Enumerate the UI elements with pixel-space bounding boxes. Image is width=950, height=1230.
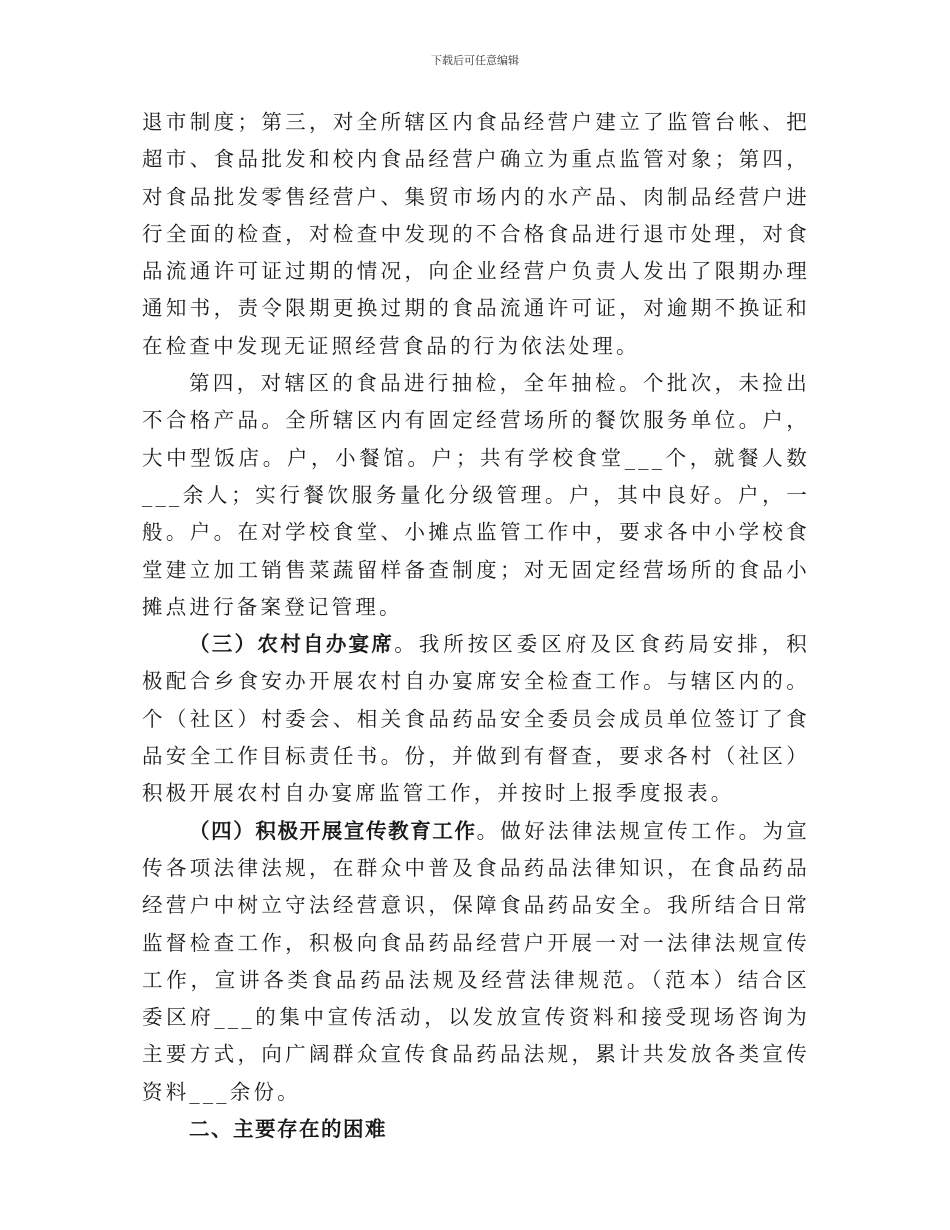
- paragraph-1-text: 退市制度；第三，对全所辖区内食品经营户建立了监管台帐、把超市、食品批发和校内食品经营户确立为重点监管对象；第四，对食品批发零售经营户、集贸市场内的水产品、肉制品经营户进行全面的检查，对检查中发现的不合格食品进行退市处理，对食品流通许可证过期的情况，向企业经营户负责人发出了限期办理通知书，责令限期更换过期的食品流通许可证，对逾期不换证和在检查中发现无证照经营食品的行为依法处理。: [142, 110, 810, 358]
- paragraph-1: [142, 104, 810, 365]
- paragraph-2: [142, 365, 810, 626]
- paragraph-3: [142, 626, 810, 812]
- paragraph-3-text: 。我所按区委区府及区食药局安排，积极配合乡食安办开展农村自办宴席安全检查工作。与辖区内的。个（社区）村委会、相关食品药品安全委员会成员单位签订了食品安全工作目标责任书。份，并做到有督查，要求各村（社区）积极开展农村自办宴席监管工作，并按时上报季度报表。: [142, 632, 810, 806]
- paragraph-4: [142, 813, 810, 1111]
- document-body: [142, 104, 810, 1148]
- paragraph-3-lead: （三）农村自办宴席: [189, 632, 395, 657]
- paragraph-2-text: 第四，对辖区的食品进行抽检，全年抽检。个批次，未捡出不合格产品。全所辖区内有固定经营场所的餐饮服务单位。户，大中型饭店。户，小餐馆。户；共有学校食堂___个，就餐人数___余人；实行餐饮服务量化分级管理。户，其中良好。户，一般。户。在对学校食堂、小摊点监管工作中，要求各中小学校食堂建立加工销售菜蔬留样备查制度；对无固定经营场所的食品小摊点进行备案登记管理。: [142, 371, 810, 619]
- section-heading: 二、主要存在的困难: [189, 1117, 387, 1142]
- paragraph-4-lead: （四）积极开展宣传教育工作: [189, 818, 477, 843]
- paragraph-4-text: 。做好法律法规宣传工作。为宣传各项法律法规，在群众中普及食品药品法律知识，在食品药品经营户中树立守法经营意识，保障食品药品安全。我所结合日常监督检查工作，积极向食品药品经营户开展一对一法律法规宣传工作，宣讲各类食品药品法规及经营法律规范。（范本）结合区委区府___的集中宣传活动，以发放宣传资料和接受现场咨询为主要方式，向广阔群众宣传食品药品法规，累计共发放各类宣传资料___余份。: [142, 818, 810, 1104]
- page-header: 下载后可任意编辑: [431, 54, 519, 67]
